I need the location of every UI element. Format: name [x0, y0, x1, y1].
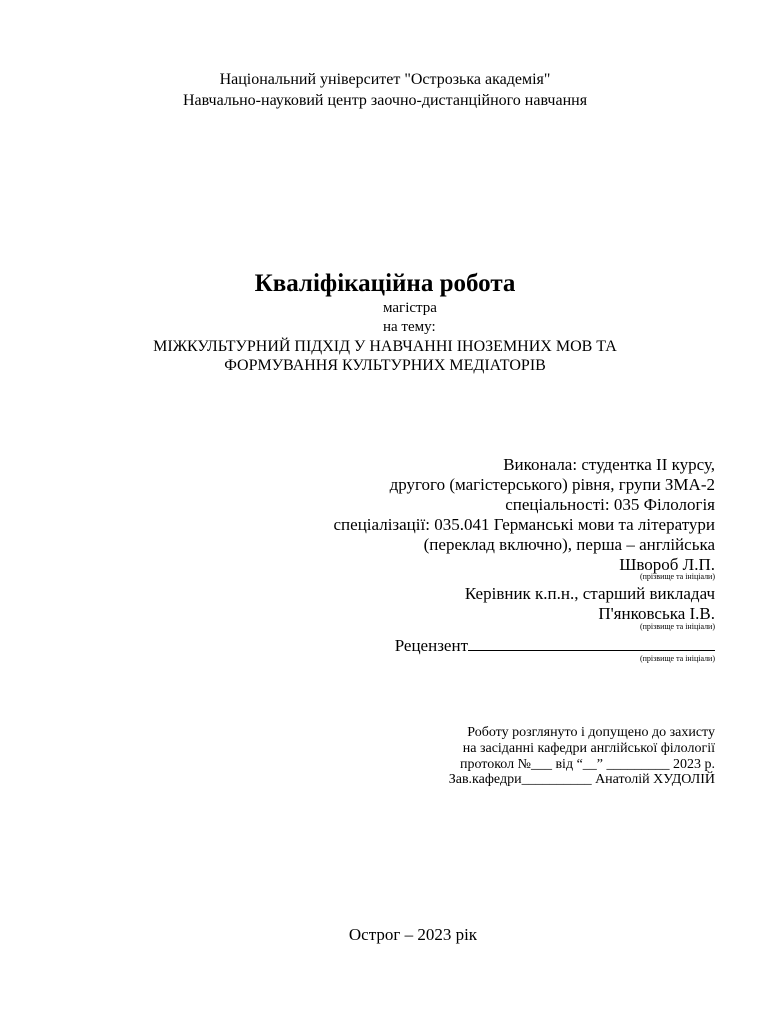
approval-line-3: протокол №___ від “__” _________ 2023 р.	[459, 757, 715, 772]
approval-line-1: Роботу розглянуто і допущено до захисту	[467, 725, 715, 740]
reviewer-label: Рецензент	[394, 636, 468, 655]
author-line-4: спеціалізації: 035.041 Германські мови та літератури	[333, 515, 715, 534]
document-title: Кваліфікаційна робота	[254, 270, 516, 297]
topic-line-2: ФОРМУВАННЯ КУЛЬТУРНИХ МЕДІАТОРІВ	[224, 357, 546, 374]
topic-line-1: МІЖКУЛЬТУРНИЙ ПІДХІД У НАВЧАННІ ІНОЗЕМНИХ МОВ ТА	[153, 338, 617, 355]
topic-intro: на тему:	[383, 319, 436, 335]
approval-line-2: на засіданні кафедри англійської філології	[462, 741, 715, 756]
place-year: Острог – 2023 рік	[348, 925, 478, 944]
author-line-1: Виконала: студентка ІІ курсу,	[503, 455, 715, 474]
author-line-2: другого (магістерського) рівня, групи ЗМА-2	[389, 475, 715, 494]
author-line-5: (переклад включно), перша – англійська	[423, 535, 715, 554]
supervisor-name-caption: (прізвище та ініціали)	[639, 622, 715, 631]
author-line-3: спеціальності: 035 Філологія	[505, 495, 715, 514]
degree-label: магістра	[383, 300, 437, 316]
supervisor-name: П'янковська І.В.	[598, 604, 715, 623]
student-name: Швороб Л.П.	[619, 555, 715, 574]
supervisor-role: Керівник к.п.н., старший викладач	[464, 584, 715, 603]
reviewer-caption: (прізвище та ініціали)	[639, 654, 715, 663]
university-name: Національний університет "Острозька академія"	[219, 71, 551, 88]
reviewer-line	[395, 636, 715, 654]
reviewer-blank-line	[468, 636, 715, 651]
student-name-caption: (прізвище та ініціали)	[639, 572, 715, 581]
center-name: Навчально-науковий центр заочно-дистанційного навчання	[182, 92, 588, 109]
approval-line-4: Зав.кафедри__________ Анатолій ХУДОЛІЙ	[448, 772, 715, 787]
